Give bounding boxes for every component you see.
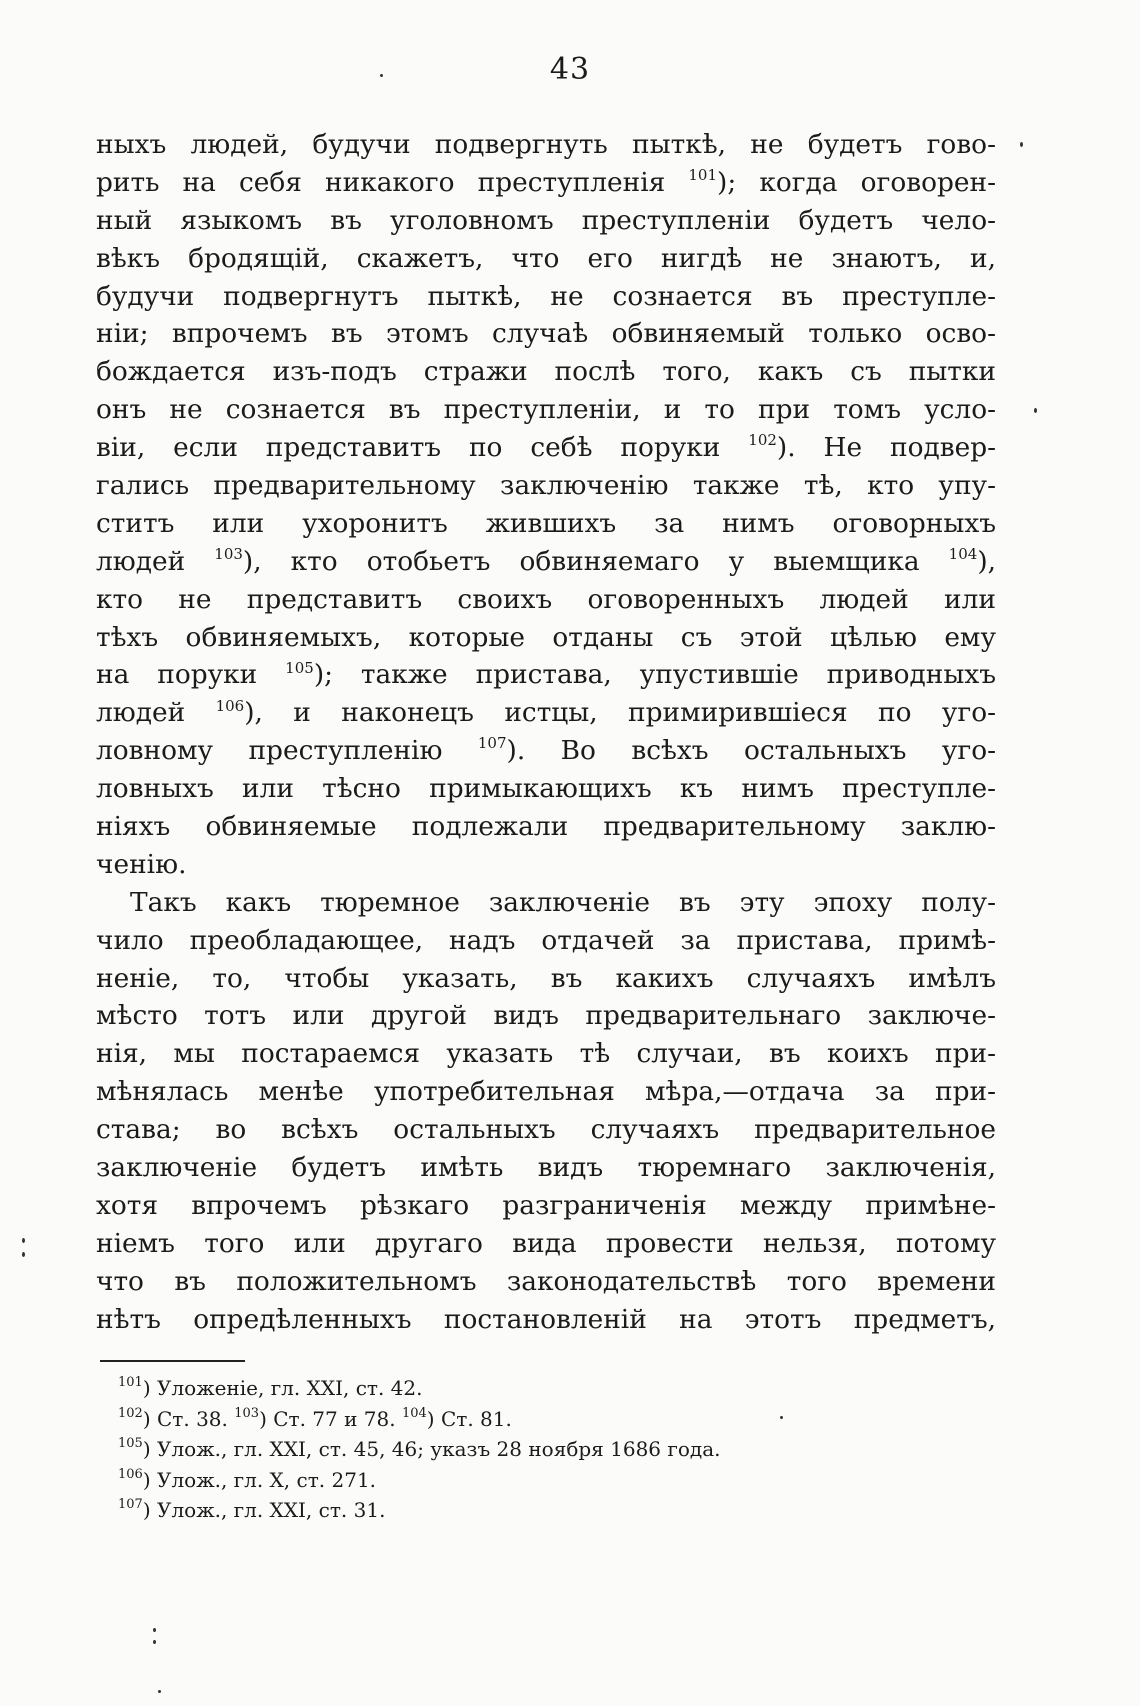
footnote-ref: 104 — [401, 1405, 427, 1421]
text-run: ) Уложеніе, гл. XXI, ст. 42. — [142, 1376, 423, 1400]
text-line — [96, 429, 996, 467]
text-line — [96, 1301, 996, 1339]
footnote — [118, 1495, 938, 1526]
footnote — [118, 1373, 938, 1404]
text-run: ) Ст. 81. — [426, 1406, 512, 1431]
text-line — [96, 391, 996, 429]
text-run: кто не представитъ своихъ оговоренныхъ людей или — [96, 583, 996, 615]
text-run: людей — [96, 545, 215, 577]
text-run: віи, если представитъ по себѣ поруки — [96, 432, 749, 464]
footnote-ref: 103 — [234, 1405, 260, 1421]
text-run: вѣкъ бродящій, скажетъ, что его нигдѣ не знаютъ, и, — [96, 242, 996, 274]
text-line — [96, 581, 996, 619]
footnote-ref: 103 — [214, 545, 243, 563]
text-line — [96, 1263, 996, 1301]
text-line — [96, 846, 996, 884]
text-line — [96, 353, 996, 391]
scan-speck — [153, 1640, 156, 1644]
text-run: ), кто отобьетъ обвиняемаго у выемщика — [242, 545, 949, 577]
scan-speck — [1020, 142, 1023, 147]
text-run: что въ положительномъ законодательствѣ того времени — [96, 1265, 996, 1297]
scan-speck — [380, 74, 383, 77]
text-line — [96, 164, 996, 202]
text-line — [96, 467, 996, 505]
footnote-ref: 106 — [215, 696, 245, 715]
text-line — [96, 315, 996, 353]
text-line — [96, 922, 996, 960]
text-line — [96, 543, 996, 581]
footnote-ref: 107 — [118, 1497, 143, 1513]
text-run: ніи; впрочемъ въ этомъ случаѣ обвиняемый только осво- — [96, 318, 996, 350]
footnote-ref: 102 — [748, 431, 777, 450]
text-run: ). Не подвер- — [776, 432, 996, 464]
footnote-ref: 101 — [688, 166, 718, 185]
text-run: ститъ или ухоронитъ жившихъ за нимъ оговорныхъ — [96, 507, 996, 539]
text-run: ). Во всѣхъ остальныхъ уго- — [506, 735, 996, 767]
text-line — [96, 1149, 996, 1187]
scan-speck — [158, 1690, 161, 1693]
scan-speck — [22, 1238, 25, 1243]
footnote — [118, 1404, 938, 1435]
text-line — [96, 960, 996, 998]
text-line — [96, 997, 996, 1035]
text-line — [96, 694, 996, 732]
scan-speck — [153, 1628, 156, 1632]
text-run: ловныхъ или тѣсно примыкающихъ къ нимъ преступле- — [96, 773, 996, 805]
footnote-ref: 105 — [118, 1436, 143, 1452]
text-run: става; во всѣхъ остальныхъ случаяхъ предварительное — [96, 1114, 996, 1146]
footnote-ref: 104 — [948, 545, 978, 563]
text-run: ченію. — [96, 848, 187, 880]
text-run: онъ не сознается въ преступленіи, и то при томъ усло- — [96, 394, 996, 426]
text-run: ), и наконецъ истцы, примирившіеся по уго- — [244, 697, 996, 729]
text-line — [96, 770, 996, 808]
text-run: ный языкомъ въ уголовномъ преступленіи будетъ чело- — [96, 204, 996, 236]
text-run: ); когда оговорен- — [717, 166, 996, 198]
text-line — [96, 202, 996, 240]
text-run: бождается изъ-подъ стражи послѣ того, какъ съ пытки — [96, 356, 996, 388]
scan-speck — [780, 1416, 783, 1419]
footnote-separator — [100, 1360, 245, 1362]
text-run: на поруки — [96, 659, 286, 691]
text-run: неніе, то, чтобы указать, въ какихъ случаяхъ имѣлъ — [96, 962, 996, 994]
text-run: ніяхъ обвиняемые подлежали предварительному заклю- — [96, 811, 996, 843]
scan-speck — [22, 1252, 25, 1257]
text-run: ныхъ людей, будучи подвергнуть пыткѣ, не будетъ гово- — [96, 129, 996, 160]
text-run: ) Улож., гл. XXI, ст. 31. — [142, 1498, 386, 1522]
text-run: ніемъ того или другаго вида провести нельзя, потому — [96, 1227, 996, 1259]
text-line — [96, 505, 996, 543]
footnote — [118, 1434, 938, 1465]
text-run: рить на себя никакого преступленія — [96, 166, 689, 198]
footnotes — [118, 1373, 938, 1526]
text-run: ) Ст. 38. — [142, 1406, 235, 1431]
footnote-ref: 106 — [118, 1466, 143, 1482]
text-run: мѣсто тотъ или другой видъ предварительнаго заключе- — [96, 1000, 996, 1032]
text-line — [96, 656, 996, 694]
text-line — [96, 884, 996, 922]
footnote-ref: 102 — [118, 1405, 143, 1421]
text-line — [96, 619, 996, 657]
text-run: мѣнялась менѣе употребительная мѣра,—отдача за при- — [96, 1076, 996, 1108]
text-run: гались предварительному заключенію также тѣ, кто упу- — [96, 470, 996, 502]
text-line — [96, 1111, 996, 1149]
text-line — [96, 126, 996, 164]
text-line — [96, 808, 996, 846]
text-line — [96, 278, 996, 316]
text-run: тѣхъ обвиняемыхъ, которые отданы съ этой цѣлью ему — [96, 621, 996, 653]
text-run: будучи подвергнутъ пыткѣ, не сознается въ преступле- — [96, 280, 996, 312]
text-line — [96, 1225, 996, 1263]
text-line — [96, 1073, 996, 1111]
text-run: Такъ какъ тюремное заключеніе въ эту эпоху полу- — [130, 886, 996, 918]
footnote — [118, 1465, 938, 1496]
page-number: 43 — [549, 52, 591, 87]
text-run: чило преобладающее, надъ отдачей за пристава, примѣ- — [96, 924, 996, 956]
text-line — [96, 1187, 996, 1225]
text-run: людей — [96, 697, 216, 729]
text-run: нѣтъ опредѣленныхъ постановленій на этотъ предметъ, — [96, 1303, 996, 1335]
text-run: ) Улож., гл. X, ст. 271. — [142, 1467, 377, 1492]
text-line — [96, 732, 996, 770]
text-run: ), — [977, 545, 996, 577]
text-run: ) Ст. 77 и 78. — [259, 1406, 402, 1431]
text-run: ) Улож., гл. XXI, ст. 45, 46; указъ 28 ноября 1686 года. — [142, 1437, 721, 1461]
body-text — [96, 126, 996, 1339]
footnote-ref: 101 — [118, 1375, 143, 1391]
text-run: хотя впрочемъ рѣзкаго разграниченія между примѣне- — [96, 1189, 996, 1221]
footnote-ref: 105 — [285, 658, 314, 677]
text-line — [96, 240, 996, 278]
text-run: нія, мы постараемся указать тѣ случаи, въ коихъ при- — [96, 1038, 996, 1070]
text-run: заключеніе будетъ имѣть видъ тюремнаго заключенія, — [96, 1152, 996, 1184]
text-run: ловному преступленію — [96, 735, 478, 767]
text-line — [96, 1035, 996, 1073]
scan-speck — [1034, 408, 1037, 413]
footnote-ref: 107 — [477, 734, 507, 753]
text-run: ); также пристава, упустившіе приводныхъ — [313, 659, 996, 691]
